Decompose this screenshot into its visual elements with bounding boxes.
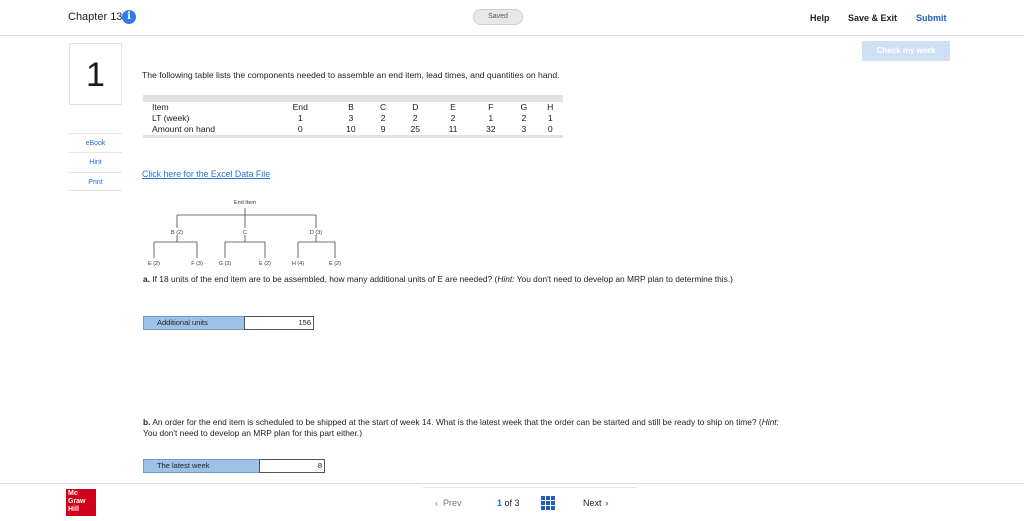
part-b-question <box>143 417 783 439</box>
tree-node-g: G (2) <box>218 261 232 267</box>
table-cell: 1 <box>547 113 553 123</box>
table-cell: 9 <box>380 124 386 134</box>
tree-node-e: E (2) <box>259 261 271 267</box>
print-link[interactable]: Print <box>69 172 122 191</box>
table-cell: 0 <box>297 124 303 134</box>
tree-node-b: B (2) <box>171 230 183 236</box>
table-cell: 2 <box>380 113 386 123</box>
table-cell: 11 <box>448 124 458 134</box>
table-cell: 1 <box>297 113 303 123</box>
additional-units-label: Additional units <box>143 316 245 330</box>
prev-button[interactable] <box>435 498 462 508</box>
tree-node-d: D (3) <box>309 230 323 236</box>
table-cell: 2 <box>412 113 418 123</box>
latest-week-label: The latest week <box>143 459 260 473</box>
table-row-label: Amount on hand <box>152 124 216 134</box>
table-cell: H <box>547 102 554 112</box>
page-of: of 3 <box>504 498 520 508</box>
excel-data-file-link[interactable]: Click here for the Excel Data File <box>142 169 271 179</box>
table-row <box>143 113 563 124</box>
chapter-title: Chapter 13 <box>68 11 123 23</box>
next-button[interactable] <box>583 498 609 508</box>
tree-node-root: End Item <box>233 200 257 206</box>
table-row <box>143 124 563 137</box>
part-a-hint-text: You don't need to develop an MRP plan to determine this.) <box>514 274 733 284</box>
pagination <box>423 487 637 519</box>
question-intro: The following table lists the components needed to assemble an end item, lead times, and quantities on hand. <box>142 70 560 80</box>
next-label: Next <box>583 498 602 508</box>
logo-line: Hill <box>68 506 79 513</box>
chevron-left-icon: ‹ <box>435 498 438 508</box>
question-number: 1 <box>69 43 122 105</box>
latest-week-input[interactable]: 8 <box>259 459 325 473</box>
tree-node-e: E (2) <box>148 261 160 267</box>
table-cell: End <box>292 102 308 112</box>
page-count <box>497 498 520 508</box>
part-b-hint-word: Hint: <box>761 417 779 427</box>
part-b-hint-text: You don't need to develop an MRP plan for this part either.) <box>143 428 363 438</box>
tree-node-f: F (3) <box>191 261 203 267</box>
table-cell: 0 <box>547 124 553 134</box>
table-cell: G <box>520 102 528 112</box>
table-cell: 2 <box>521 113 527 123</box>
table-cell: 1 <box>488 113 494 123</box>
components-table <box>143 95 563 138</box>
table-cell: 25 <box>410 124 421 134</box>
save-exit-link[interactable]: Save & Exit <box>848 13 898 23</box>
logo-line: Graw <box>68 498 86 505</box>
table-cell: 3 <box>521 124 527 134</box>
part-a-text: If 18 units of the end item are to be assembled, how many additional units of E are needed? ( <box>150 274 498 284</box>
part-b-text: An order for the end item is scheduled to be shipped at the start of week 14. What is the latest week that the order can be started and still be ready to ship on time? ( <box>150 417 762 427</box>
table-cell: 3 <box>348 113 354 123</box>
part-a-hint-word: Hint: <box>497 274 515 284</box>
check-my-work-button[interactable]: Check my work <box>862 41 950 61</box>
part-b-letter: b. <box>143 417 151 427</box>
tree-node-c: C <box>243 230 247 236</box>
product-structure-tree <box>140 195 360 275</box>
tree-node-e: E (2) <box>329 261 341 267</box>
table-cell: 10 <box>346 124 356 134</box>
tree-node-h: H (4) <box>291 261 305 267</box>
prev-label: Prev <box>443 498 462 508</box>
info-icon[interactable]: i <box>122 10 136 24</box>
chevron-right-icon: › <box>605 498 609 508</box>
table-cell: B <box>348 102 354 112</box>
table-row-label: Item <box>152 102 169 112</box>
submit-link[interactable]: Submit <box>916 13 947 23</box>
table-cell: D <box>412 102 419 112</box>
table-cell: E <box>450 102 456 112</box>
saved-status-badge: Saved <box>473 9 523 25</box>
help-link[interactable]: Help <box>810 13 830 23</box>
top-bar <box>0 0 1024 36</box>
table-cell: C <box>380 102 387 112</box>
part-a-letter: a. <box>143 274 150 284</box>
table-cell: F <box>488 102 494 112</box>
table-row <box>143 99 563 114</box>
table-cell: 32 <box>485 124 496 134</box>
part-a-question <box>143 274 783 285</box>
table-cell: 2 <box>450 113 456 123</box>
bottom-bar <box>0 483 1024 521</box>
table-row-label: LT (week) <box>152 113 190 123</box>
ebook-link[interactable]: eBook <box>69 133 122 152</box>
logo-line: Mc <box>68 490 78 497</box>
grid-icon[interactable] <box>541 496 555 510</box>
additional-units-input[interactable]: 156 <box>244 316 314 330</box>
hint-link[interactable]: Hint <box>69 152 122 171</box>
current-page: 1 <box>497 498 503 508</box>
mcgraw-hill-logo <box>66 489 96 516</box>
